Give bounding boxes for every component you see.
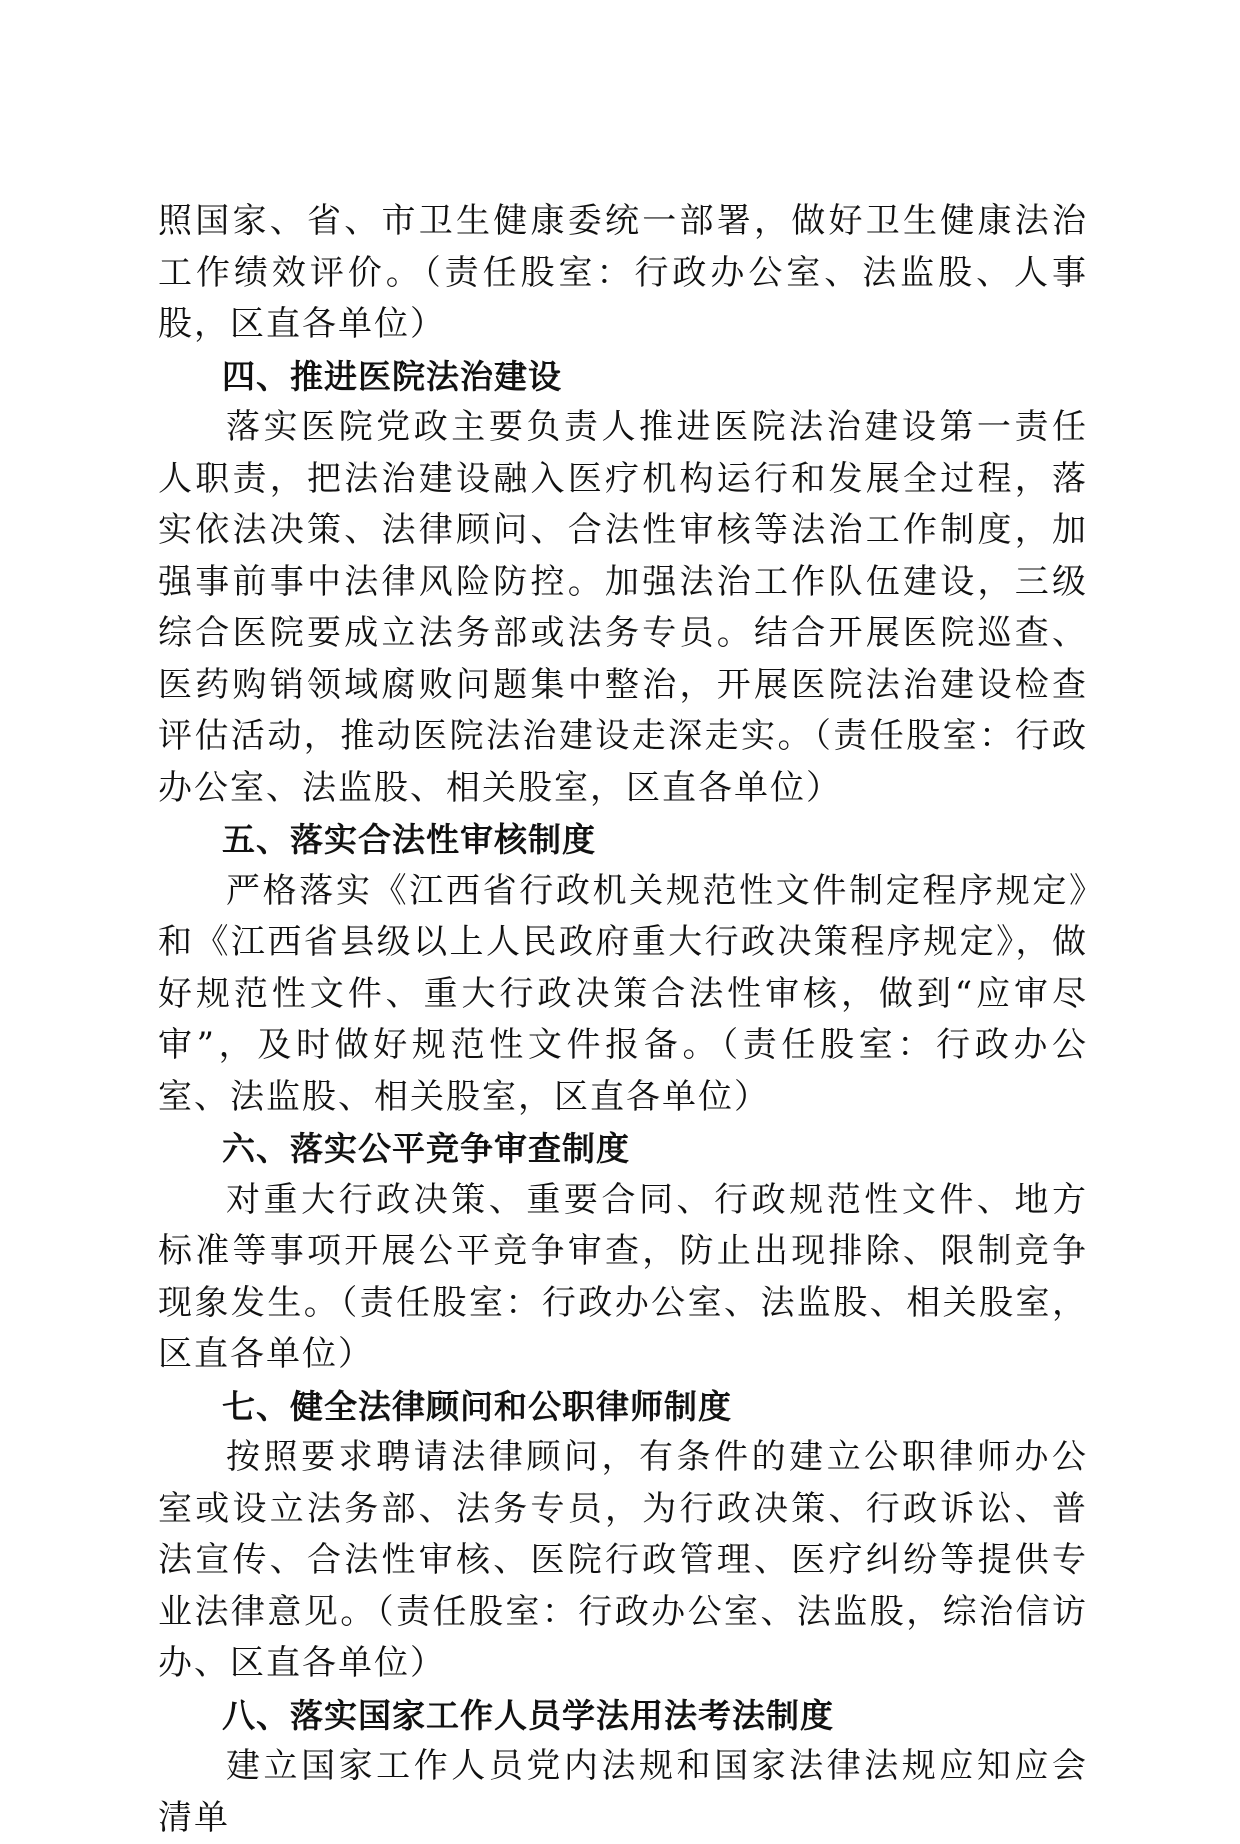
- paragraph-section-7: 按照要求聘请法律顾问，有条件的建立公职律师办公室或设立法务部、法务专员，为行政决策、行政诉讼、普法宣传、合法性审核、医院行政管理、医疗纠纷等提供专业法律意见。（责任股室：行政办公室、法监股，综治信访办、区直各单位）: [158, 1437, 1088, 1683]
- section-heading-6: 六、落实公平竞争审查制度: [222, 1129, 630, 1168]
- section-heading-4: 四、推进医院法治建设: [222, 356, 562, 396]
- paragraph-section-5: 严格落实《江西省行政机关规范性文件制定程序规定》和《江西省县级以上人民政府重大行政决策程序规定》，做好规范性文件、重大行政决策合法性审核，做到“应审尽审”，及时做好规范性文件报备。（责任股室：行政办公室、法监股、相关股室，区直各单位）: [158, 870, 1088, 1117]
- paragraph-section-8: 建立国家工作人员党内法规和国家法律法规应知应会清单: [158, 1746, 1088, 1838]
- paragraph-continued: 照国家、省、市卫生健康委统一部署，做好卫生健康法治工作绩效评价。（责任股室：行政办公室、法监股、人事股，区直各单位）: [158, 201, 1088, 344]
- section-heading-5: 五、落实合法性审核制度: [222, 820, 596, 859]
- document-page: [158, 196, 1088, 1844]
- section-heading-7: 七、健全法律顾问和公职律师制度: [222, 1386, 732, 1426]
- section-heading-8: 八、落实国家工作人员学法用法考法制度: [222, 1695, 834, 1735]
- paragraph-section-4: 落实医院党政主要负责人推进医院法治建设第一责任人职责，把法治建设融入医疗机构运行和发展全过程，落实依法决策、法律顾问、合法性审核等法治工作制度，加强事前事中法律风险防控。加强法治工作队伍建设，三级综合医院要成立法务部或法务专员。结合开展医院巡查、医药购销领域腐败问题集中整治，开展医院法治建设检查评估活动，推动医院法治建设走深走实。（责任股室：行政办公室、法监股、相关股室，区直各单位）: [158, 407, 1088, 808]
- paragraph-section-6: 对重大行政决策、重要合同、行政规范性文件、地方标准等事项开展公平竞争审查，防止出现排除、限制竞争现象发生。（责任股室：行政办公室、法监股、相关股室，区直各单位）: [158, 1179, 1088, 1374]
